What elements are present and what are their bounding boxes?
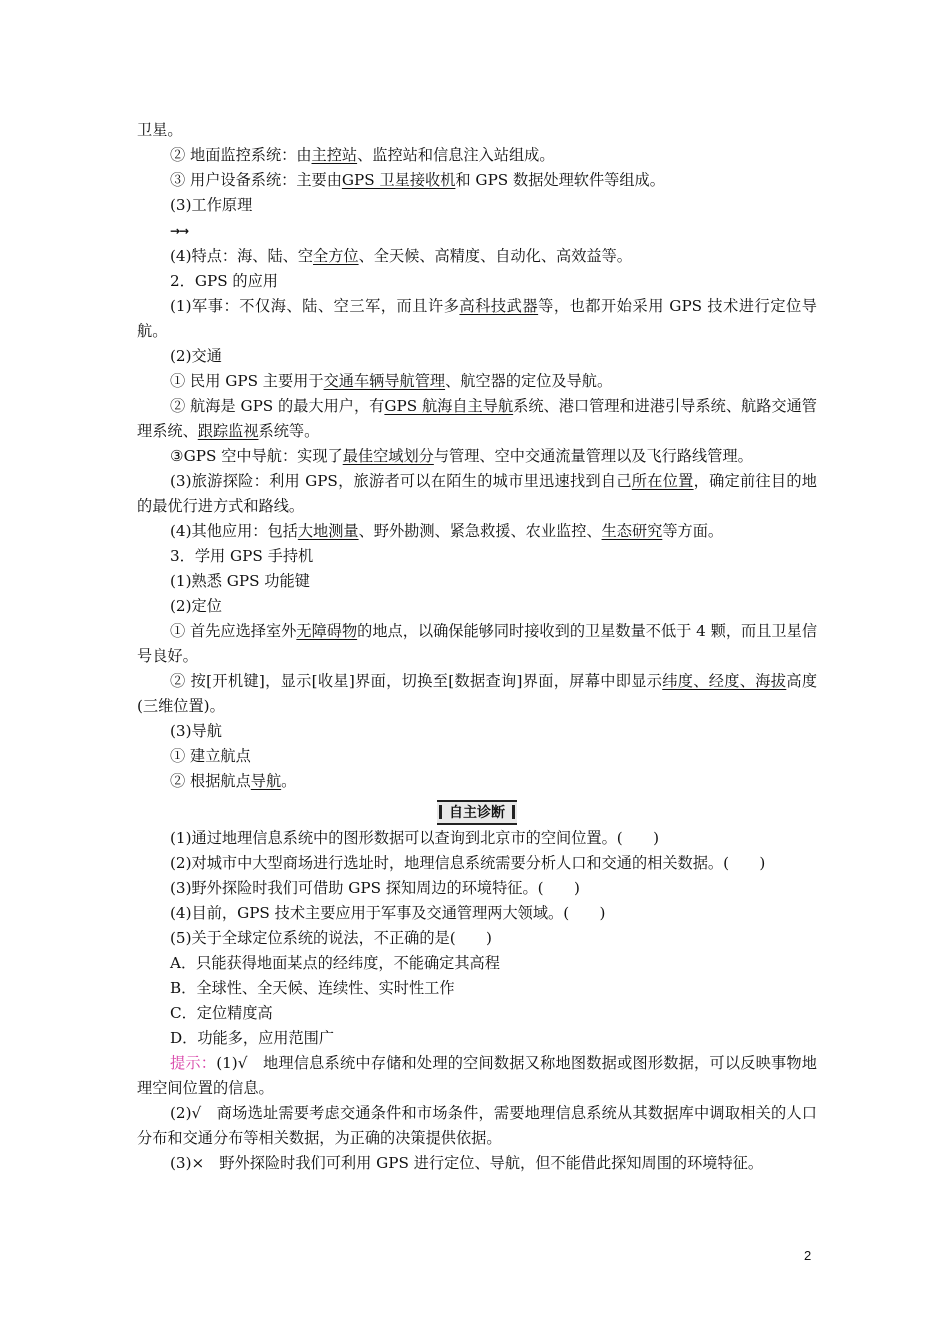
hint-item: 提示：(1)√ 地理信息系统中存储和处理的空间数据又称地图数据或图形数据，可以反映事物地理空间位置的信息。: [137, 1054, 817, 1097]
question-item: (5)关于全球定位系统的说法，不正确的是( ): [170, 929, 492, 947]
text-line: ② 航海是 GPS 的最大用户，有GPS 航海自主导航系统、港口管理和进港引导系统、航路交通管理系统、跟踪监视系统等。: [137, 397, 817, 440]
underlined-answer: 跟踪监视: [197, 422, 259, 440]
text-line: ② 地面监控系统：由主控站、监控站和信息注入站组成。: [170, 146, 555, 164]
text-line: (2)定位: [170, 597, 222, 615]
underlined-answer: 全方位: [313, 247, 359, 265]
option-b: B．全球性、全天候、连续性、实时性工作: [170, 979, 455, 997]
text-line: (3)工作原理: [170, 196, 253, 214]
text-line: 卫星。: [137, 121, 183, 139]
question-item: (4)目前，GPS 技术主要应用于军事及交通管理两大领域。( ): [170, 904, 606, 922]
page-content: [137, 118, 817, 1176]
underlined-answer: 主控站: [311, 146, 358, 164]
hint-item: (2)√ 商场选址需要考虑交通条件和市场条件，需要地理信息系统从其数据库中调取相关的人口分布和交通分布等相关数据，为正确的决策提供依据。: [137, 1104, 817, 1147]
underlined-answer: GPS 航海自主导航: [384, 397, 514, 415]
underlined-answer: 无障碍物: [296, 622, 358, 640]
underlined-answer: 生态研究: [601, 522, 663, 540]
text-line: [137, 218, 817, 244]
question-item: (3)野外探险时我们可借助 GPS 探知周边的环境特征。( ): [170, 879, 580, 897]
text-line: ③ 用户设备系统：主要由GPS 卫星接收机和 GPS 数据处理软件等组成。: [170, 171, 665, 189]
option-d: D．功能多，应用范围广: [170, 1029, 335, 1047]
page-number: 2: [804, 1248, 812, 1263]
section-banner: 自主诊断: [437, 800, 517, 825]
text-line: (4)其他应用：包括大地测量、野外勘测、紧急救援、农业监控、生态研究等方面。: [170, 522, 724, 540]
text-line: (1)熟悉 GPS 功能键: [170, 572, 310, 590]
question-item: (1)通过地理信息系统中的图形数据可以查询到北京市的空间位置。( ): [170, 829, 659, 847]
section-banner-wrap: [137, 796, 817, 824]
underlined-answer: 最佳空域划分: [342, 447, 434, 465]
section-heading: 3．学用 GPS 手持机: [170, 547, 314, 565]
text-line: (3)导航: [170, 722, 222, 740]
text-line: ② 根据航点导航。: [170, 772, 297, 790]
option-a: A．只能获得地面某点的经纬度，不能确定其高程: [170, 954, 500, 972]
text-line: (1)军事：不仅海、陆、空三军，而且许多高科技武器等，也都开始采用 GPS 技术进行定位导航。: [137, 297, 817, 340]
text-line: (3)旅游探险：利用 GPS，旅游者可以在陌生的城市里迅速找到自己所在位置，确定前往目的地的最优行进方式和路线。: [137, 472, 817, 515]
hint-label: 提示：: [170, 1054, 217, 1072]
text-line: ① 民用 GPS 主要用于交通车辆导航管理、航空器的定位及导航。: [170, 372, 613, 390]
arrows-icon: →→: [170, 224, 189, 238]
underlined-answer: GPS 卫星接收机: [341, 171, 456, 189]
underlined-answer: 导航: [250, 772, 282, 790]
underlined-answer: 交通车辆导航管理: [323, 372, 446, 390]
underlined-answer: 高科技武器: [459, 297, 539, 315]
section-heading: 2．GPS 的应用: [170, 272, 278, 290]
text-line: ③GPS 空中导航：实现了最佳空域划分与管理、空中交通流量管理以及飞行路线管理。: [170, 447, 753, 465]
underlined-answer: 纬度、经度、海拔: [662, 672, 787, 690]
text-line: ① 建立航点: [170, 747, 251, 765]
hint-item: (3)× 野外探险时我们可利用 GPS 进行定位、导航，但不能借此探知周围的环境特征。: [170, 1154, 764, 1172]
text-line: ② 按[开机键]，显示[收星]界面，切换至[数据查询]界面，屏幕中即显示纬度、经度、海拔高度(三维位置)。: [137, 672, 818, 715]
text-line: ① 首先应选择室外无障碍物的地点，以确保能够同时接收到的卫星数量不低于 4 颗，而且卫星信号良好。: [137, 622, 818, 665]
text-line: (2)交通: [170, 347, 222, 365]
question-item: (2)对城市中大型商场进行选址时，地理信息系统需要分析人口和交通的相关数据。( ): [170, 854, 766, 872]
option-c: C．定位精度高: [170, 1004, 273, 1022]
text-line: (4)特点：海、陆、空全方位、全天候、高精度、自动化、高效益等。: [170, 247, 632, 265]
underlined-answer: 大地测量: [297, 522, 359, 540]
underlined-answer: 所在位置: [631, 472, 694, 490]
